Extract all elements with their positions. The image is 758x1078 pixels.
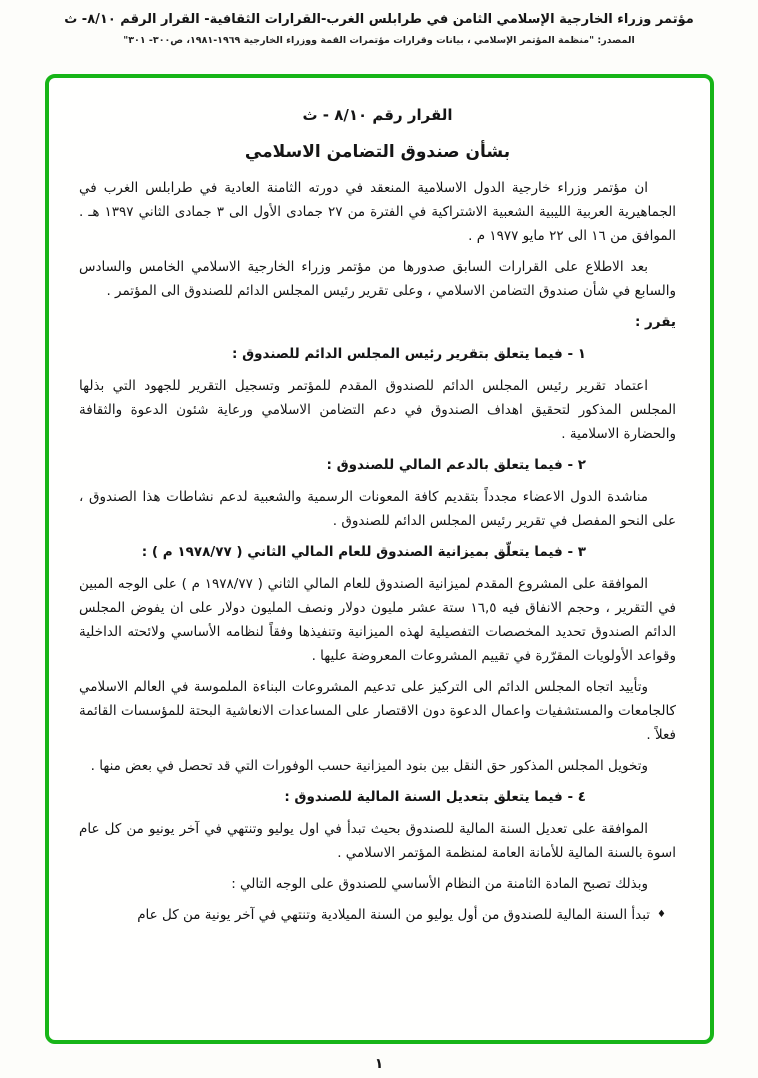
paragraph-body: اعتماد تقرير رئيس المجلس الدائم للصندوق المقدم للمؤتمر وتسجيل التقرير للجهود التي بذلها المجلس المذكور لتحقيق اهداف الصندوق في دعم التضامن الاسلامي ورعاية شئون الدعوة والثقافة والحضارة الاسلامية .	[79, 378, 676, 443]
header-source: المصدر: "منظمة المؤتمر الإسلامي ، بيانات وقرارات مؤتمرات القمة ووزراء الخارجية ١٩٦٩-١٩٨١، ص٣٠٠- ٣٠١"	[123, 35, 635, 46]
paragraph-heading: ٣ - فيما يتعلّق بميزانية الصندوق للعام المالي الثاني ( ١٩٧٨/٧٧ م ) :	[141, 544, 586, 561]
resolution-number-title: القرار رقم ٨/١٠ - ث	[302, 106, 453, 124]
paragraph-bullet	[79, 903, 676, 927]
paragraph-body: الموافقة على تعديل السنة المالية للصندوق بحيث تبدأ في اول يوليو وتنتهي في آخر يونيو من كل عام اسوة بالسنة المالية للأمانة العامة لمنظمة المؤتمر الاسلامي .	[79, 821, 676, 862]
paragraph-text: تبدأ السنة المالية للصندوق من أول يوليو من السنة الميلادية وتنتهي في آخر يونية من كل عام	[137, 907, 651, 924]
resolution-subject-title: بشأن صندوق التضامن الاسلامي	[244, 142, 511, 162]
paragraph-heading: ٢ - فيما يتعلق بالدعم المالي للصندوق :	[326, 457, 586, 474]
paragraph-label: يقرر :	[634, 314, 676, 331]
paragraph-body: الموافقة على المشروع المقدم لميزانية الصندوق للعام المالي الثاني ( ١٩٧٨/٧٧ م ) على الوجه المبين في التقرير ، وحجم الانفاق فيه ١٦,٥ ستة عشر مليون دولار ونصف المليون دولار على ان يفوض المجلس الدائم الصندوق تحديد المخصصات التفصيلية لهذه الميزانية وتنفيذها وفقاً لنظامه الأساسي ولائحته الداخلية وقواعد الأولويات المقرّرة في تقييم المشروعات المعروضة عليها .	[79, 576, 677, 665]
page-header	[0, 0, 758, 46]
paragraph-body: ان مؤتمر وزراء خارجية الدول الاسلامية المنعقد في دورته الثامنة العادية في طرابلس الغرب في الجماهيرية العربية الليبية الشعبية الاشتراكية في الفترة من ٢٧ جمادى الأول الى ٣ جمادى الثاني ١٣٩٧ هـ . الموافق من ١٦ الى ٢٢ مايو ١٩٧٧ م .	[79, 180, 677, 245]
document-body	[79, 176, 676, 927]
paragraph-heading: ١ - فيما يتعلق بتقرير رئيس المجلس الدائم للصندوق :	[232, 346, 586, 363]
paragraph-heading: ٤ - فيما يتعلق بتعديل السنة المالية للصندوق :	[284, 789, 586, 806]
diamond-bullet-icon: ♦	[657, 909, 666, 921]
document-frame	[45, 74, 714, 1044]
paragraph-body: وبذلك تصبح المادة الثامنة من النظام الأساسي للصندوق على الوجه التالي :	[231, 876, 648, 893]
paragraph-body: وتأييد اتجاه المجلس الدائم الى التركيز على تدعيم المشروعات البناءة الملموسة في العالم الاسلامي كالجامعات والمستشفيات واعمال الدعوة دون الاقتصار على المساعدات الانعاشية البحتة للمؤسسات القائمة فعلاً .	[79, 679, 676, 744]
header-title: مؤتمر وزراء الخارجية الإسلامي الثامن في طرابلس الغرب-القرارات الثقافية- القرار الرقم ٨/١٠- ث	[64, 12, 694, 27]
paragraph-body: وتخويل المجلس المذكور حق النقل بين بنود الميزانية حسب الوفورات التي قد تحصل في بعض منها .	[90, 758, 648, 775]
paragraph-body: بعد الاطلاع على القرارات السابق صدورها من مؤتمر وزراء الخارجية الاسلامي الخامس والسادس والسابع في شأن صندوق التضامن الاسلامي ، وعلى تقرير رئيس المجلس الدائم للصندوق الى المؤتمر .	[79, 259, 676, 300]
paragraph-body: مناشدة الدول الاعضاء مجدداً بتقديم كافة المعونات الرسمية والشعبية لدعم نشاطات هذا الصندوق ، على النحو المفصل في تقرير رئيس المجلس الدائم للصندوق .	[79, 489, 676, 530]
page-number: ١	[374, 1056, 384, 1072]
